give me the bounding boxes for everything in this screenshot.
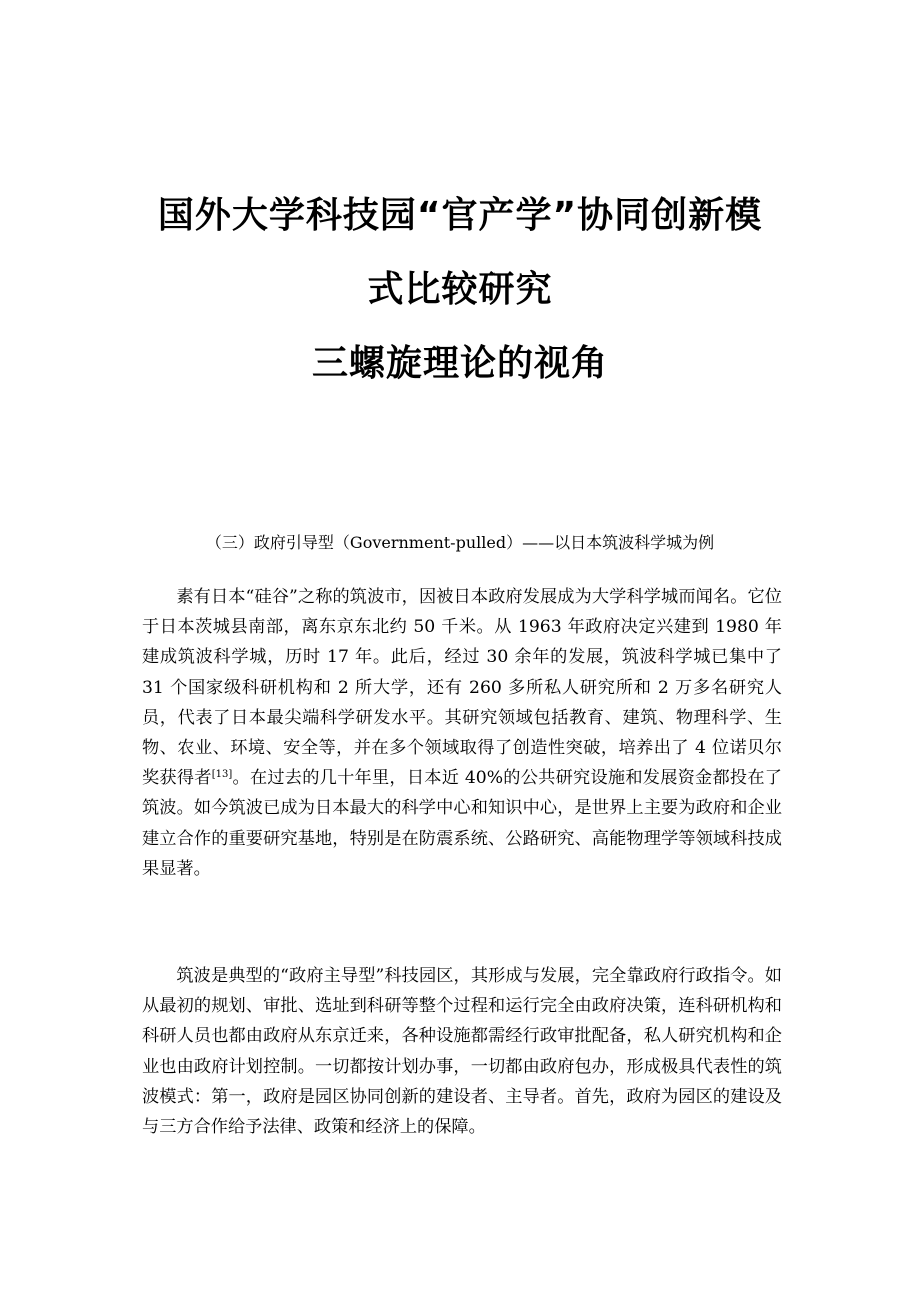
citation-ref-13: [13] bbox=[211, 769, 233, 781]
body-paragraph-2: 筑波是典型的“政府主导型”科技园区，其形成与发展，完全靠政府行政指令。如从最初的规划、审批、选址到科研等整个过程和运行完全由政府决策，连科研机构和科研人员也都由政府从东京迁来，各种设施都需经行政审批配备，私人研究机构和企业也由政府计划控制。一切都按计划办事，一切都由政府包办，形成极具代表性的筑波模式：第一，政府是园区协同创新的建设者、主导者。首先，政府为园区的建设及与三方合作给予法律、政策和经济上的保障。 bbox=[142, 966, 782, 1138]
document-title bbox=[0, 188, 920, 410]
paragraph-1-text-b: 。在过去的几十年里，日本近 40%的公共研究设施和发展资金都投在了筑波。如今筑波已成为日本最大的科学中心和知识中心，是世界上主要为政府和企业建立合作的重要研究基地，特别是在防震系统、公路研究、高能物理学等领域科技成果显著。 bbox=[142, 768, 782, 879]
title-line-2: 式比较研究 bbox=[367, 269, 553, 310]
body-paragraph-1 bbox=[142, 582, 782, 884]
title-line-1: 国外大学科技园“官产学”协同创新模 bbox=[157, 195, 763, 236]
section-heading: （三）政府引导型（Government-pulled）——以日本筑波科学城为例 bbox=[205, 533, 715, 552]
title-line-3: 三螺旋理论的视角 bbox=[311, 343, 608, 384]
paragraph-1-text-a: 素有日本“硅谷”之称的筑波市，因被日本政府发展成为大学科学城而闻名。它位于日本茨城县南部，离东京东北约 50 千米。从 1963 年政府决定兴建到 1980 年建成筑波科学城，历时 17 年。此后，经过 30 余年的发展，筑波科学城已集中了 31 个国家级科研机构和 2 所大学，还有 260 多所私人研究所和 2 万多名研究人员，代表了日本最尖端科学研发水平。其研究领域包括教育、建筑、物理科学、生物、农业、环境、安全等，并在多个领域取得了创造性突破，培养出了 4 位诺贝尔奖获得者 bbox=[142, 587, 782, 789]
